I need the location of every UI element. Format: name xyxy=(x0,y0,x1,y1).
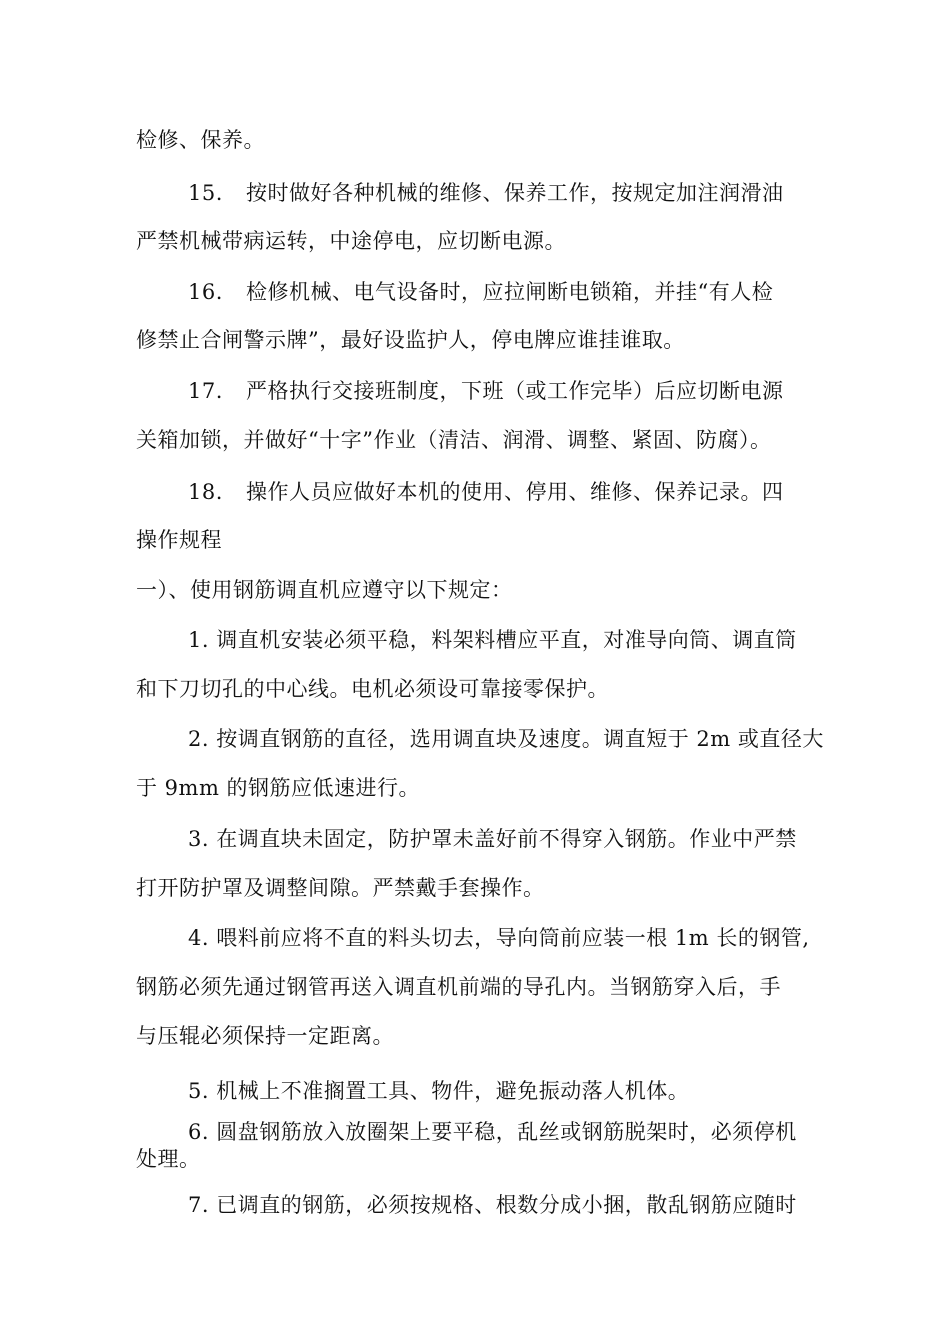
numbered-item-18 xyxy=(188,480,784,504)
numbered-item-17 xyxy=(188,379,784,403)
rule-3: 3. 在调直块未固定，防护罩未盖好前不得穿入钢筋。作业中严禁 xyxy=(188,827,797,851)
item-text: 检修机械、电气设备时，应拉闸断电锁箱，并挂“有人检 xyxy=(246,280,774,304)
numbered-item-15 xyxy=(188,181,784,205)
item-text: 按时做好各种机械的维修、保养工作，按规定加注润滑油 xyxy=(246,181,784,205)
text-line: 严禁机械带病运转，中途停电，应切断电源。 xyxy=(136,229,566,253)
item-number: 17. xyxy=(188,379,223,403)
text-line: 钢筋必须先通过钢管再送入调直机前端的导孔内。当钢筋穿入后，手 xyxy=(136,975,781,999)
text-line: 和下刀切孔的中心线。电机必须设可靠接零保护。 xyxy=(136,677,609,701)
text-line: 打开防护罩及调整间隙。严禁戴手套操作。 xyxy=(136,876,545,900)
item-text: 严格执行交接班制度，下班（或工作完毕）后应切断电源 xyxy=(246,379,784,403)
item-number: 18. xyxy=(188,480,223,504)
numbered-item-16 xyxy=(188,280,773,304)
subsection-heading: 一）、使用钢筋调直机应遵守以下规定： xyxy=(136,578,513,602)
item-number: 16. xyxy=(188,280,223,304)
rule-5: 5. 机械上不准搁置工具、物件，避免振动落人机体。 xyxy=(188,1079,690,1103)
text-line: 与压辊必须保持一定距离。 xyxy=(136,1024,394,1048)
text-line: 关箱加锁，并做好“十字”作业（清洁、润滑、调整、紧固、防腐）。 xyxy=(136,428,772,452)
rule-6: 6. 圆盘钢筋放入放圈架上要平稳，乱丝或钢筋脱架时，必须停机 xyxy=(188,1120,797,1144)
section-heading: 操作规程 xyxy=(136,528,222,552)
text-line: 于 9mm 的钢筋应低速进行。 xyxy=(136,776,421,800)
text-line: 检修、保养。 xyxy=(136,128,265,152)
text-line: 修禁止合闸警示牌”，最好设监护人，停电牌应谁挂谁取。 xyxy=(136,328,685,352)
text-line: 处理。 xyxy=(136,1147,201,1171)
rule-4: 4. 喂料前应将不直的料头切去，导向筒前应装一根 1m 长的钢管, xyxy=(188,926,810,950)
item-text: 操作人员应做好本机的使用、停用、维修、保养记录。四 xyxy=(246,480,784,504)
rule-2: 2. 按调直钢筋的直径，选用调直块及速度。调直短于 2m 或直径大 xyxy=(188,727,824,751)
rule-7: 7. 已调直的钢筋，必须按规格、根数分成小捆，散乱钢筋应随时 xyxy=(188,1193,797,1217)
item-number: 15. xyxy=(188,181,223,205)
rule-1: 1. 调直机安装必须平稳，料架料槽应平直，对准导向筒、调直筒 xyxy=(188,628,797,652)
